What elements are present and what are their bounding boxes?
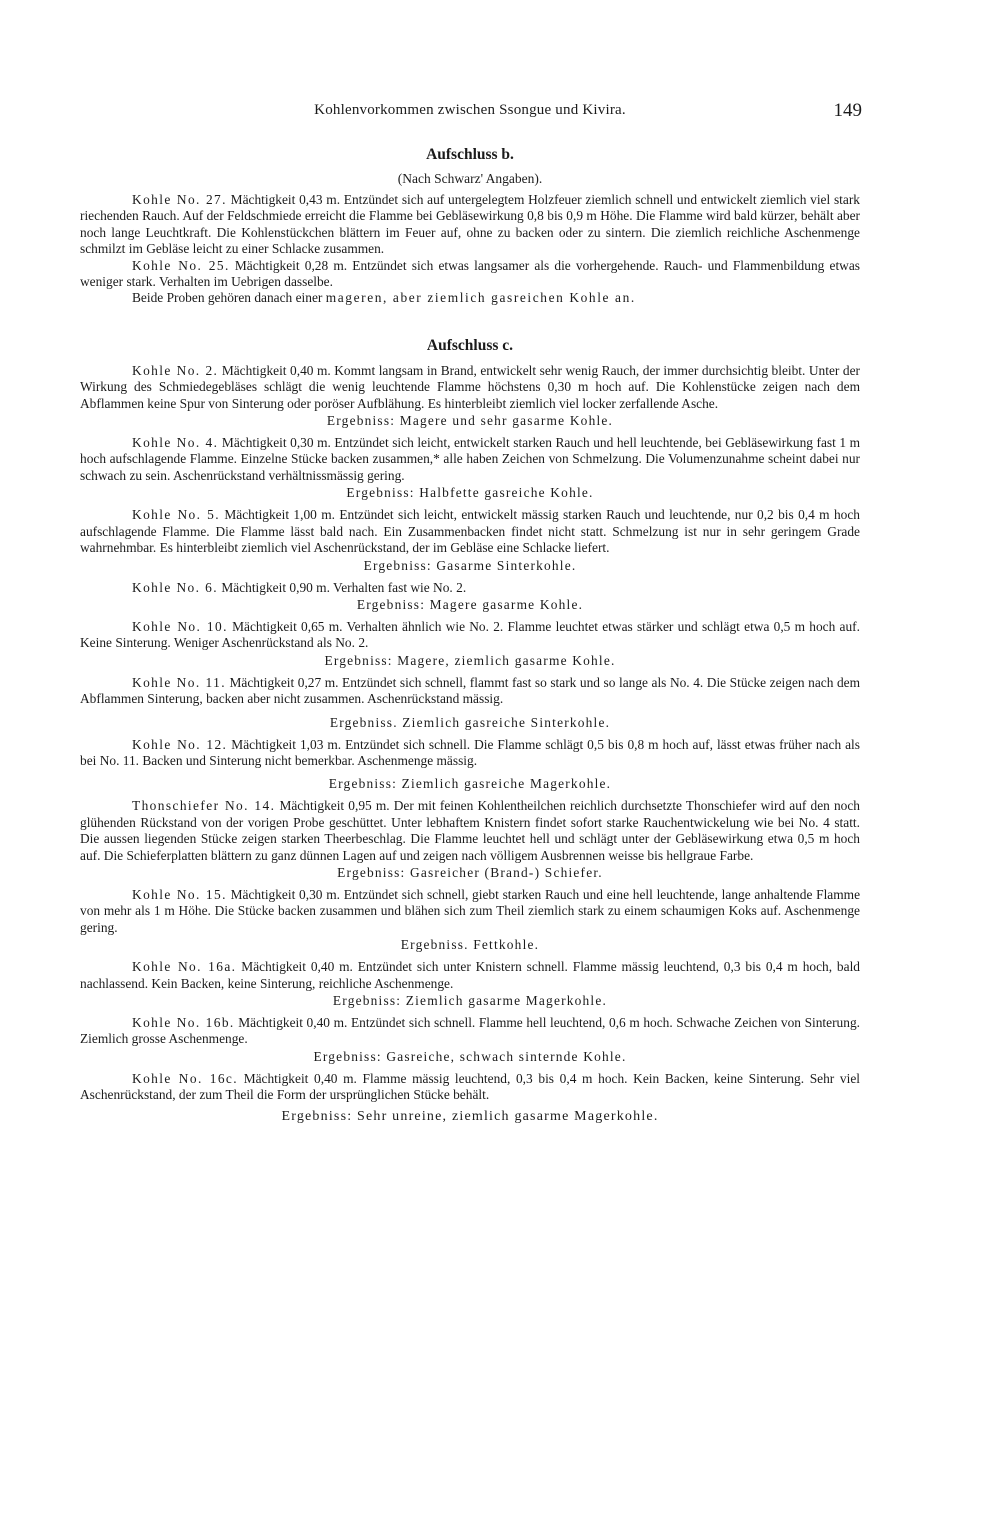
result-line: Ergebniss: Magere, ziemlich gasarme Kohle. bbox=[324, 652, 616, 668]
entry-paragraph bbox=[80, 1071, 860, 1104]
entry-text: Mächtigkeit 1,00 m. Entzündet sich leicht, entwickelt mässig starken Rauch und leuchtende, nur 0,2 bis 0,4 m hoch aufschlagende Flamme. Die Flamme lässt bald nach. Ein Zusammenbacken findet nicht statt. Schmelzung ist nur in sehr geringem Grade wahrnehmbar. Es hinterbleibt ziemlich viel Aschenrückstand, der im Gebläse eine Schlacke liefert. bbox=[80, 507, 860, 556]
entry-lead: Kohle No. 11. bbox=[132, 674, 226, 690]
entry-text: Mächtigkeit 0,40 m. Flamme mässig leuchtend, 0,3 bis 0,4 m hoch. Kein Backen, keine Sinterung. Sehr viel Aschenrückstand, der zum Theil die Form der ursprünglichen Stücke behält. bbox=[80, 1070, 860, 1103]
entry-text: Mächtigkeit 0,95 m. Der mit feinen Kohlentheilchen reichlich durchsetzte Thonschiefer wird auf den noch glühenden Rückstand von der vorigen Probe geschüttet. Unter lebhaftem Knistern findet sofort starke Rauchentwickelung wie bei No. 4 statt. Die aussen liegenden Stücke zeigen starken Theerbeschlag. Die Flamme leuchtet hell und schlägt unter der Gebläsewirkung etwa 0,5 m hoch auf. Die Schieferplatten blättern zu ganz dünnen Lagen auf und zeigen nach völligem Ausbrennen weisse bis hellgraue Farbe. bbox=[80, 798, 860, 863]
entry-lead: Kohle No. 5. bbox=[132, 507, 220, 523]
entry-paragraph bbox=[80, 1015, 860, 1048]
entry-text: Mächtigkeit 0,30 m. Entzündet sich schnell, giebt starken Rauch und eine hell leuchtende, lange anhaltende Flamme von mehr als 1 m Höhe. Die Stücke backen zusammen und blähen sich zum Theil ziemlich stark zu einem schaumigen Koks auf. Aschenmenge gering. bbox=[80, 886, 861, 935]
entry-lead: Kohle No. 25. bbox=[132, 257, 230, 273]
entry-text: Mächtigkeit 0,43 m. Entzündet sich auf untergelegtem Holzfeuer ziemlich schnell und entwickelt ziemlich viel stark riechenden Rauch. Auf der Feldschmiede erreicht die Flamme bei Gebläsewirkung 0,8 bis 0,9 m Höhe. Die Flamme wird bald kürzer, behält aber noch lange Leuchtkraft. Die Kohlenstückchen blättern im Feuer auf, ohne zu backen oder zu sintern. Die ziemlich reichliche Aschenmenge schmilzt im Gebläse leicht zu einer Schlacke zusammen. bbox=[80, 192, 860, 257]
conclusion-prefix: Beide Proben gehören danach einer bbox=[132, 290, 323, 306]
running-head bbox=[80, 100, 860, 130]
entry-text: Mächtigkeit 0,30 m. Entzündet sich leicht, entwickelt starken Rauch und hell leuchtende, bei Gebläsewirkung fast 1 m hoch aufschlagende Flamme. Einzelne Stücke backen zusammen,* alle haben Zeichen von Schmelzung. Die Volumenzunahme scheint dabei nur schwach zu sein. Aschenrückstand verhältnissmässig gering. bbox=[80, 435, 860, 483]
entry-paragraph bbox=[80, 959, 860, 992]
entry-paragraph bbox=[80, 580, 860, 596]
entry-lead: Kohle No. 4. bbox=[132, 435, 219, 451]
entry-lead: Kohle No. 27. bbox=[132, 192, 227, 207]
conclusion-spaced: mageren, aber ziemlich gasreichen Kohle an. bbox=[325, 290, 636, 306]
result-line: Ergebniss: Gasreicher (Brand-) Schiefer. bbox=[337, 864, 603, 880]
result-line: Ergebniss: Gasreiche, schwach sinternde Kohle. bbox=[313, 1048, 627, 1064]
entry-text: Mächtigkeit 0,40 m. Kommt langsam in Brand, entwickelt sehr wenig Rauch, der immer durchsichtig bleibt. Unter der Wirkung des Schmiedegebläses schlägt die wenig leuchtende Flamme höchstens 0,30 m hoch auf. Die Kohlenstücke zeigen nach dem Abflammen keine Spur von Sinterung oder poröser Aufblähung. Es hinterbleibt ziemlich viel locker zerfallende Asche. bbox=[80, 362, 860, 411]
section-heading-b: Aufschluss b. bbox=[426, 146, 514, 163]
entry-text: Mächtigkeit 0,27 m. Entzündet sich schnell, flammt fast so stark und so lange als No. 4. Die Stücke zeigen nach dem Abflammen Sinterung, backen aber nicht zusammen. Aschenrückstand mässig. bbox=[80, 674, 860, 707]
result-line: Ergebniss: Halbfette gasreiche Kohle. bbox=[346, 485, 594, 501]
entry-paragraph bbox=[80, 192, 860, 258]
entry-paragraph bbox=[80, 507, 860, 556]
entry-paragraph bbox=[80, 363, 860, 412]
result-line: Ergebniss: Magere gasarme Kohle. bbox=[356, 596, 584, 612]
entry-lead: Thonschiefer No. 14. bbox=[132, 798, 276, 814]
result-line: Ergebniss. Ziemlich gasreiche Sinterkohle. bbox=[329, 714, 611, 730]
entry-text: Mächtigkeit 0,90 m. Verhalten fast wie No. 2. bbox=[221, 579, 467, 595]
entry-paragraph bbox=[80, 258, 860, 291]
entry-lead: Kohle No. 15. bbox=[132, 886, 227, 902]
page-number: 149 bbox=[833, 100, 862, 121]
entry-lead: Kohle No. 10. bbox=[132, 618, 228, 634]
entry-lead: Kohle No. 12. bbox=[132, 736, 228, 752]
entry-lead: Kohle No. 16b. bbox=[132, 1015, 235, 1030]
entry-lead: Kohle No. 6. bbox=[132, 579, 218, 595]
document-page bbox=[80, 100, 860, 1129]
entry-lead: Kohle No. 16a. bbox=[132, 959, 237, 975]
entry-paragraph bbox=[80, 887, 860, 936]
entry-paragraph bbox=[80, 737, 860, 770]
entry-text: Mächtigkeit 0,28 m. Entzündet sich etwas langsamer als die vorhergehende. Rauch- und Flammenbildung etwas weniger stark. Verhalten im Uebrigen dasselbe. bbox=[80, 257, 860, 290]
result-line: Ergebniss: Ziemlich gasarme Magerkohle. bbox=[332, 993, 608, 1008]
result-line: Ergebniss: Gasarme Sinterkohle. bbox=[363, 557, 577, 573]
result-line: Ergebniss: Sehr unreine, ziemlich gasarme Magerkohle. bbox=[281, 1108, 659, 1124]
entry-text: Mächtigkeit 0,65 m. Verhalten ähnlich wie No. 2. Flamme leuchtet etwas stärker und schlägt etwa 0,5 m hoch auf. Keine Sinterung. Weniger Aschenrückstand als No. 2. bbox=[80, 618, 860, 651]
entry-text: Mächtigkeit 1,03 m. Entzündet sich schnell. Die Flamme schlägt 0,5 bis 0,8 m hoch auf, lässt etwas früher nach als bei No. 11. Backen und Sinterung nicht bemerkbar. Aschenmenge mässig. bbox=[80, 736, 860, 768]
result-line: Ergebniss: Magere und sehr gasarme Kohle. bbox=[326, 413, 614, 429]
entry-text: Mächtigkeit 0,40 m. Entzündet sich schnell. Flamme hell leuchtend, 0,6 m hoch. Schwache Zeichen von Sinterung. Ziemlich grosse Aschenmenge. bbox=[80, 1015, 860, 1047]
entry-paragraph bbox=[80, 435, 860, 484]
result-line: Ergebniss: Ziemlich gasreiche Magerkohle. bbox=[328, 776, 612, 792]
entry-lead: Kohle No. 16c. bbox=[132, 1070, 239, 1086]
entry-lead: Kohle No. 2. bbox=[132, 362, 219, 378]
entry-paragraph bbox=[80, 675, 860, 708]
entry-paragraph bbox=[80, 798, 860, 864]
entry-paragraph bbox=[80, 619, 860, 652]
running-title: Kohlenvorkommen zwischen Ssongue und Kivira. bbox=[314, 102, 626, 118]
section-heading-c: Aufschluss c. bbox=[426, 336, 514, 354]
result-line: Ergebniss. Fettkohle. bbox=[400, 937, 540, 953]
source-note: (Nach Schwarz' Angaben). bbox=[397, 171, 543, 186]
conclusion bbox=[80, 290, 860, 306]
entry-text: Mächtigkeit 0,40 m. Entzündet sich unter Knistern schnell. Flamme mässig leuchtend, 0,3 bis 0,4 m hoch, bald nachlassend. Kein Backen, keine Sinterung, reichliche Aschenmenge. bbox=[80, 959, 860, 991]
